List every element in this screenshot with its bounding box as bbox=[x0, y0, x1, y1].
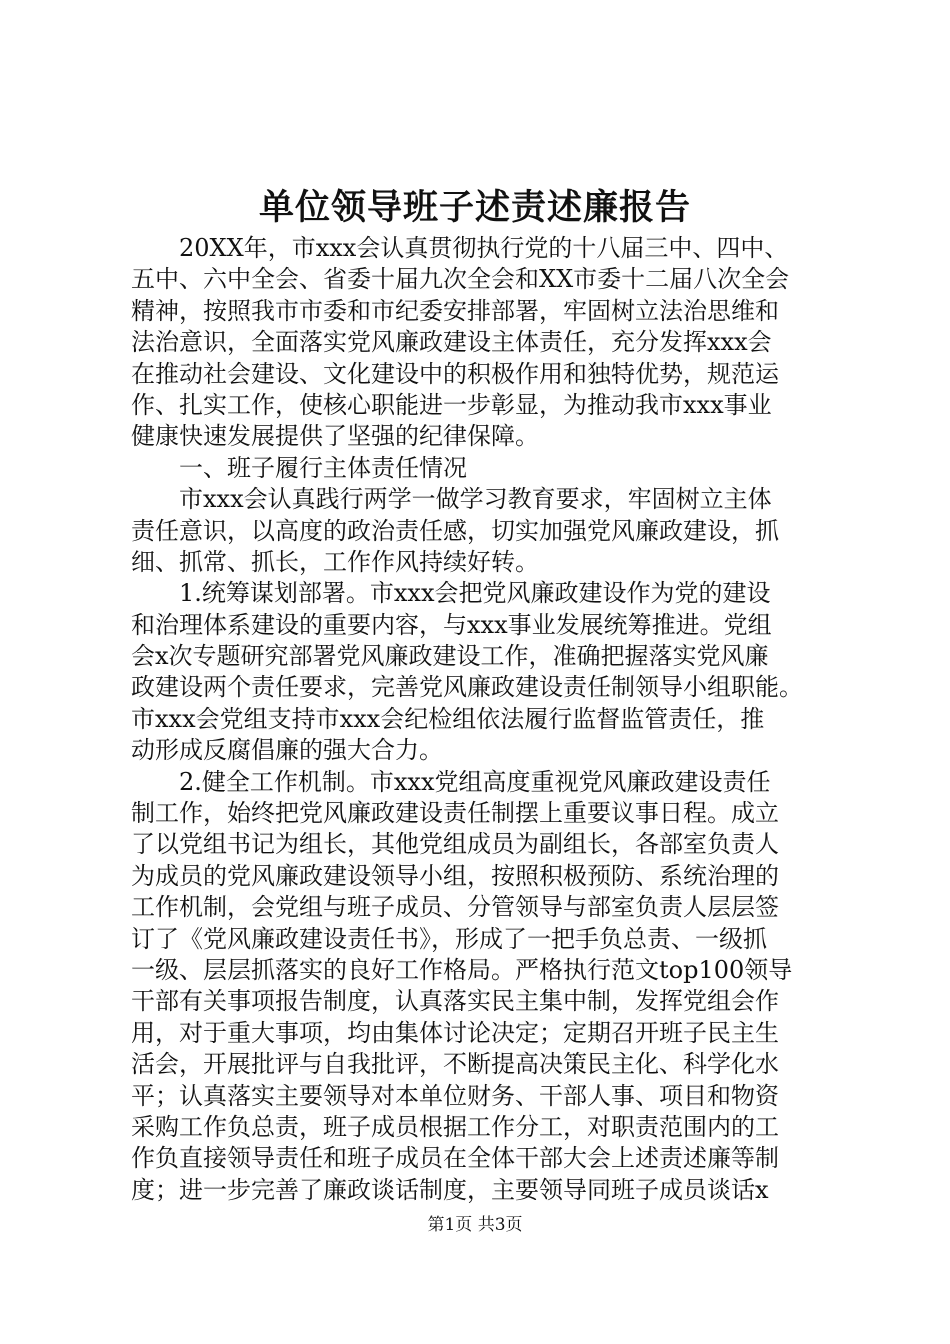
body-line: 作、扎实工作，使核心职能进一步彰显，为推动我市xxx事业 bbox=[131, 390, 772, 419]
body-line: 健康快速发展提供了坚强的纪律保障。 bbox=[131, 422, 539, 451]
body-line: 度；进一步完善了廉政谈话制度，主要领导同班子成员谈话x bbox=[131, 1175, 769, 1204]
body-line: 动形成反腐倡廉的强大合力。 bbox=[131, 736, 443, 765]
body-line: 1.统筹谋划部署。市xxx会把党风廉政建设作为党的建设 bbox=[131, 579, 771, 608]
body-line: 为成员的党风廉政建设领导小组，按照积极预防、系统治理的 bbox=[131, 861, 779, 890]
body-line: 市xxx会党组支持市xxx会纪检组依法履行监督监管责任，推 bbox=[131, 704, 765, 733]
section-heading: 一、班子履行主体责任情况 bbox=[131, 453, 467, 482]
body-line: 2.健全工作机制。市xxx党组高度重视党风廉政建设责任 bbox=[131, 767, 771, 796]
page-number-footer: 第1页 共3页 bbox=[427, 1215, 523, 1235]
body-line: 政建设两个责任要求，完善党风廉政建设责任制领导小组职能。 bbox=[131, 673, 803, 702]
body-line: 五中、六中全会、省委十届九次全会和XX市委十二届八次全会 bbox=[131, 265, 790, 294]
body-line: 订了《党风廉政建设责任书》，形成了一把手负总责、一级抓 bbox=[131, 924, 767, 953]
body-line: 一级、层层抓落实的良好工作格局。严格执行范文top100领导 bbox=[131, 955, 793, 984]
body-line: 和治理体系建设的重要内容，与xxx事业发展统筹推进。党组 bbox=[131, 610, 772, 639]
document-title: 单位领导班子述责述廉报告 bbox=[258, 187, 691, 228]
body-line: 工作机制，会党组与班子成员、分管领导与部室负责人层层签 bbox=[131, 893, 779, 922]
body-line: 制工作，始终把党风廉政建设责任制摆上重要议事日程。成立 bbox=[131, 799, 779, 828]
body-line: 平；认真落实主要领导对本单位财务、干部人事、项目和物资 bbox=[131, 1081, 779, 1110]
body-line: 细、抓常、抓长，工作作风持续好转。 bbox=[131, 547, 539, 576]
body-line: 了以党组书记为组长，其他党组成员为副组长，各部室负责人 bbox=[131, 830, 779, 859]
body-line: 在推动社会建设、文化建设中的积极作用和独特优势，规范运 bbox=[131, 359, 779, 388]
body-line: 责任意识，以高度的政治责任感，切实加强党风廉政建设，抓 bbox=[131, 516, 779, 545]
body-line: 作负直接领导责任和班子成员在全体干部大会上述责述廉等制 bbox=[131, 1144, 779, 1173]
body-line: 精神，按照我市市委和市纪委安排部署，牢固树立法治思维和 bbox=[131, 296, 779, 325]
body-line: 市xxx会认真践行两学一做学习教育要求，牢固树立主体 bbox=[131, 485, 772, 514]
body-line: 采购工作负总责，班子成员根据工作分工，对职责范围内的工 bbox=[131, 1112, 779, 1141]
body-line: 干部有关事项报告制度，认真落实民主集中制，发挥党组会作 bbox=[131, 987, 779, 1016]
body-line: 会x次专题研究部署党风廉政建设工作，准确把握落实党风廉 bbox=[131, 642, 769, 671]
body-line: 用，对于重大事项，均由集体讨论决定；定期召开班子民主生 bbox=[131, 1018, 779, 1047]
body-line: 法治意识，全面落实党风廉政建设主体责任，充分发挥xxx会 bbox=[131, 328, 772, 357]
body-line: 活会，开展批评与自我批评，不断提高决策民主化、科学化水 bbox=[131, 1050, 779, 1079]
document-body bbox=[131, 233, 831, 1206]
body-line: 20XX年，市xxx会认真贯彻执行党的十八届三中、四中、 bbox=[131, 234, 789, 262]
